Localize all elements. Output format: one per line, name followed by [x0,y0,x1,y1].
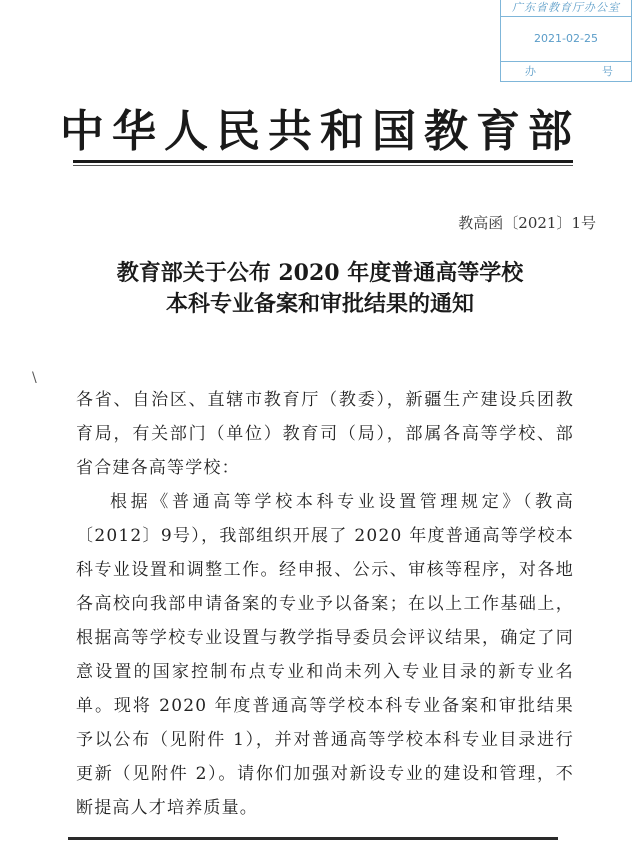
footer-rule [68,837,558,840]
stamp-right-label: 号 [602,65,613,78]
stamp-footer [501,62,631,82]
document-number: 教高函〔2021〕1号 [458,214,596,232]
header-rule-thick [73,160,573,163]
paragraph-1: 根据《普通高等学校本科专业设置管理规定》（教高〔2012〕9号），我部组织开展了 2020 年度普通高等学校本科专业设置和调整工作。经申报、公示、审核等程序，对各地各高校向我部申请备案的专业予以备案；在以上工作基础上，根据高等学校专业设置与教学指导委员会评议结果，确定了同意设置的国家控制布点专业和尚未列入专业目录的新专业名单。现将 2020 年度普通高等学校本科专业备案和审批结果予以公布（见附件 1），并对普通高等学校本科专业目录进行更新（见附件 2）。请你们加强对新设专业的建设和管理，不断提高人才培养质量。 [76,492,574,818]
ministry-heading: 中华人民共和国教育部 [60,106,580,157]
document-body [76,383,574,825]
document-title [0,258,640,320]
stamp-date: 2021-02-25 [501,17,631,62]
title-line-1: 教育部关于公布 2020 年度普通高等学校 [116,260,524,286]
stamp-left-label: 办 [525,65,536,78]
addressees: 各省、自治区、直辖市教育厅（教委），新疆生产建设兵团教育局，有关部门（单位）教育司（局），部属各高等学校、部省合建各高等学校： [76,390,574,478]
margin-mark: \ [32,370,37,386]
stamp-office: 广东省教育厅办公室 [501,0,631,17]
received-stamp [500,0,632,82]
header-rule-thin [73,165,573,166]
title-line-2: 本科专业备案和审批结果的通知 [165,291,474,317]
